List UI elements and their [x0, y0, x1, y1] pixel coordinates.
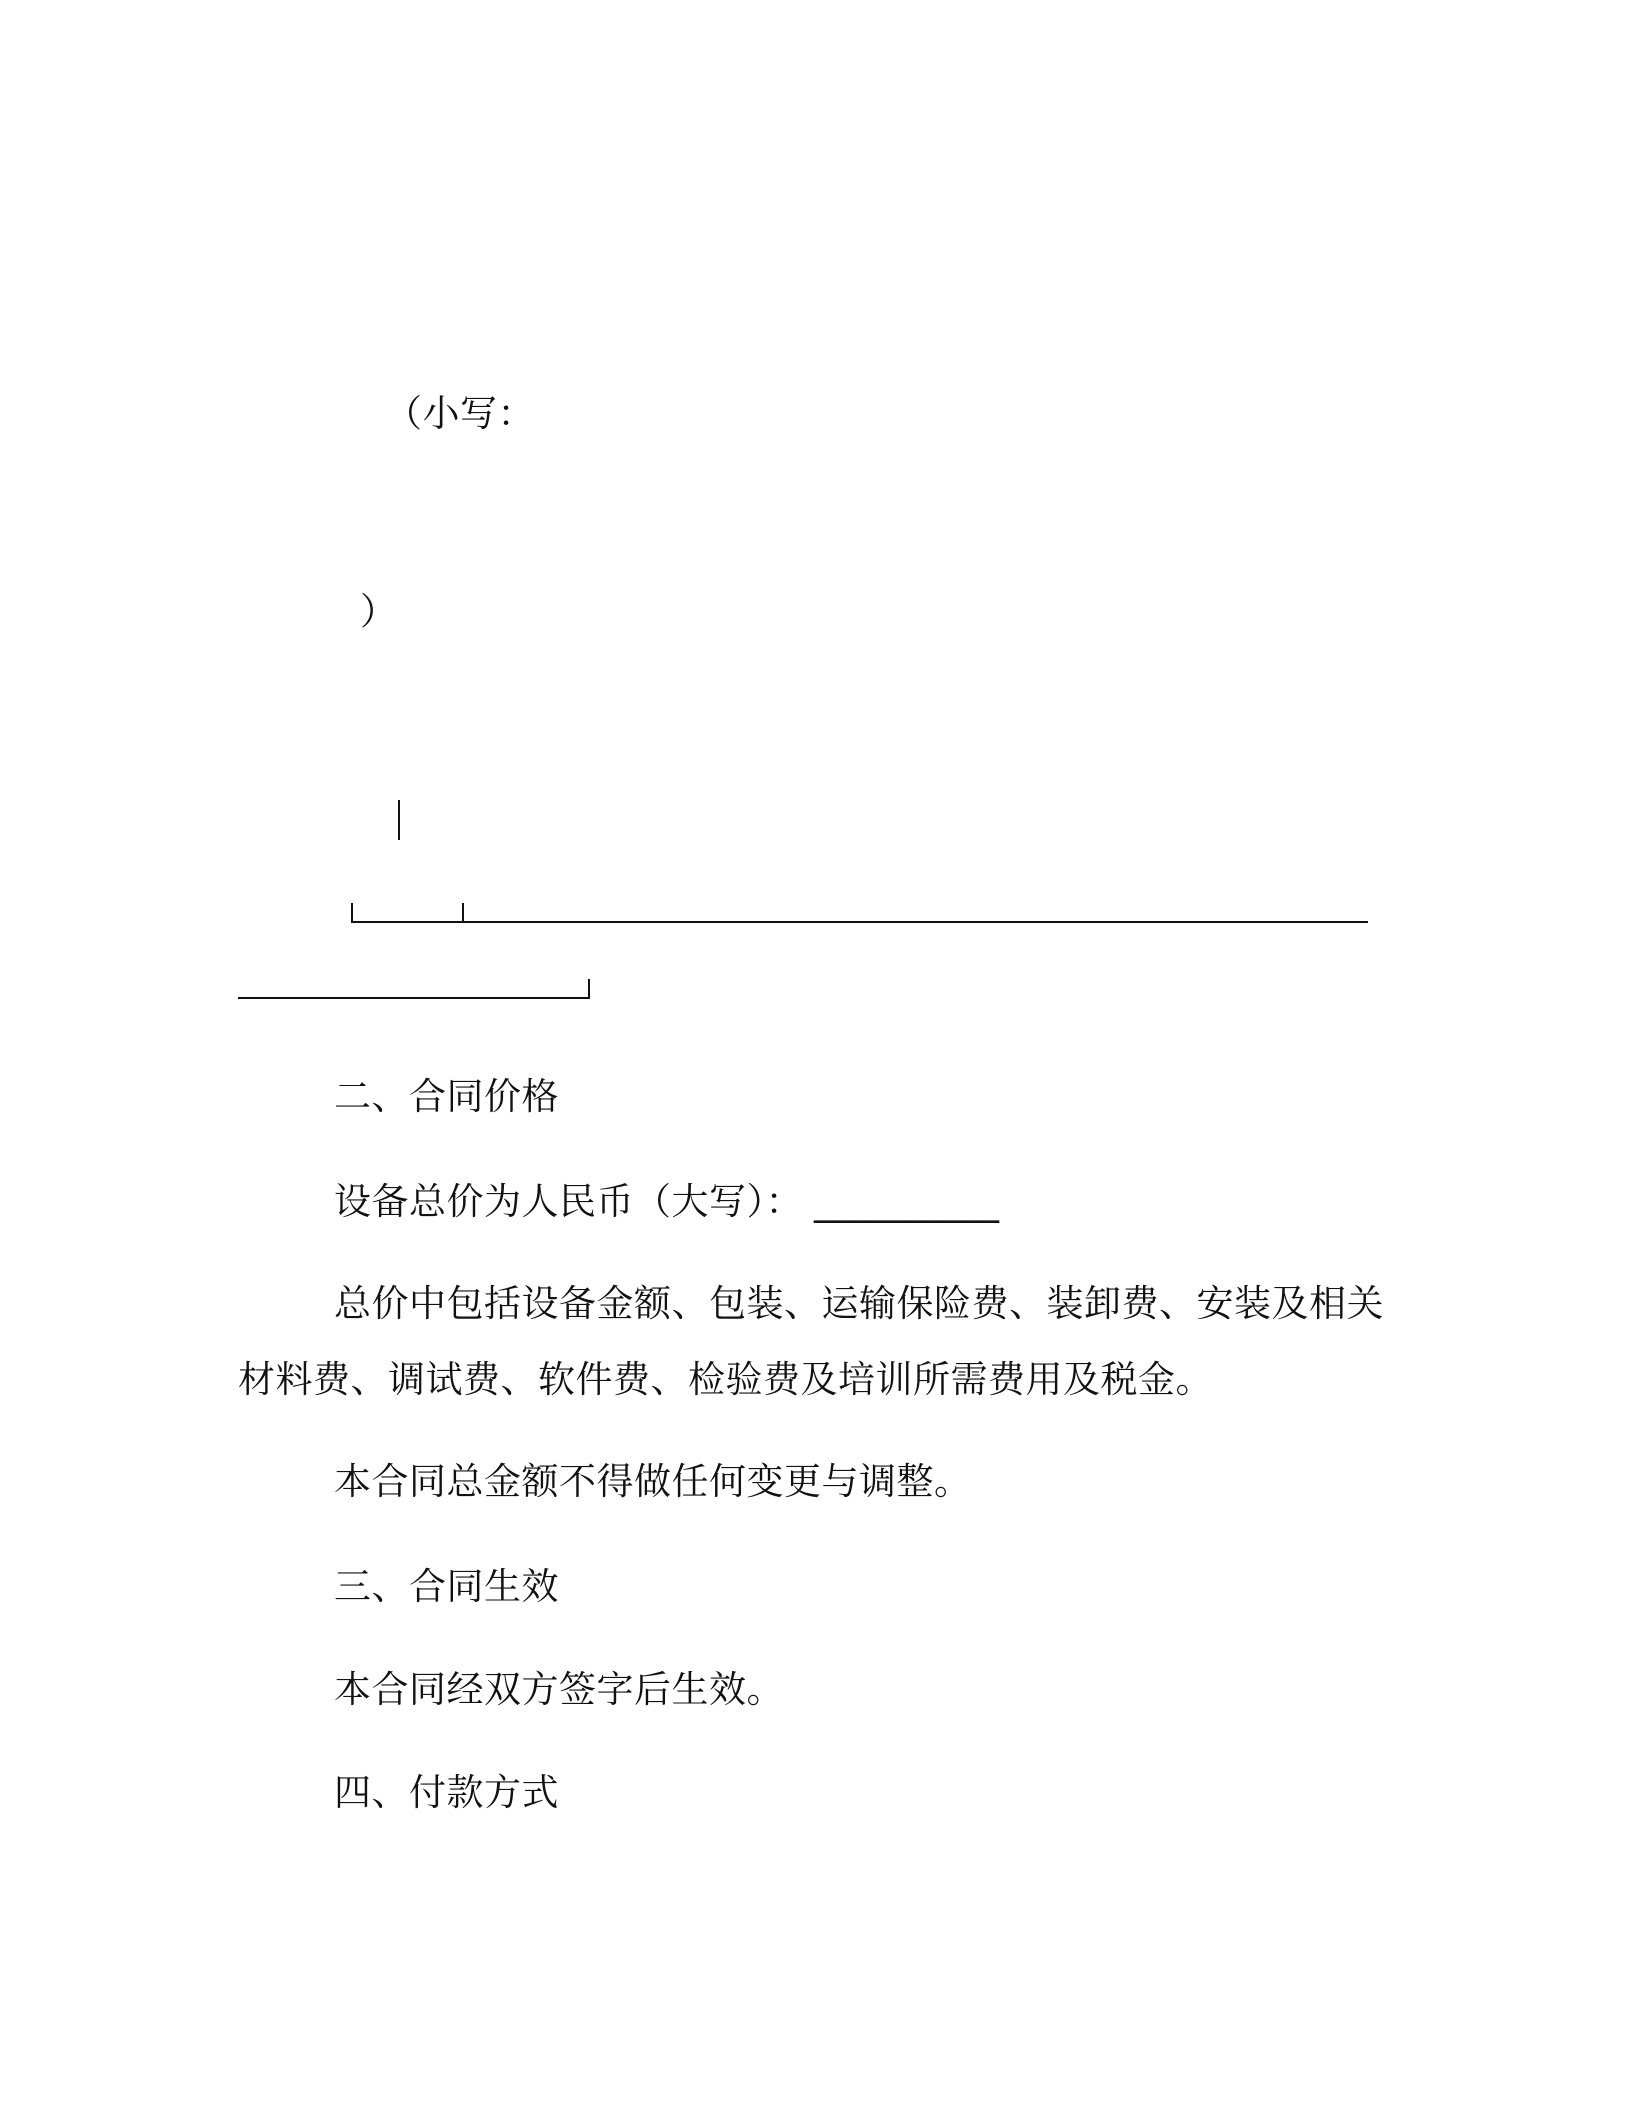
section3-body: 本合同经双方签字后生效。 [334, 1668, 784, 1711]
total-price-blank: __________ [814, 1180, 999, 1223]
no-change-clause: 本合同总金额不得做任何变更与调整。 [334, 1460, 972, 1503]
bracket-right-tick [588, 979, 590, 999]
bracket-inner-tick [462, 903, 464, 923]
section4-heading: 四、付款方式 [334, 1771, 559, 1814]
price-includes-line2: 材料费、调试费、软件费、检验费及培训所需费用及税金。 [238, 1358, 1213, 1401]
vertical-tick-mark [398, 800, 400, 840]
section3-heading: 三、合同生效 [334, 1565, 559, 1608]
fill-in-underline-2 [238, 997, 590, 999]
bracket-left-tick [351, 903, 353, 923]
fill-in-underline-1 [351, 921, 1368, 923]
small-amount-close: ） [360, 590, 398, 633]
price-includes-line1: 总价中包括设备金额、包装、运输保险费、装卸费、安装及相关 [334, 1282, 1384, 1325]
total-price-label: 设备总价为人民币（大写）： [334, 1180, 803, 1223]
small-amount-open: （小写： [385, 392, 535, 435]
section2-heading: 二、合同价格 [334, 1075, 559, 1118]
